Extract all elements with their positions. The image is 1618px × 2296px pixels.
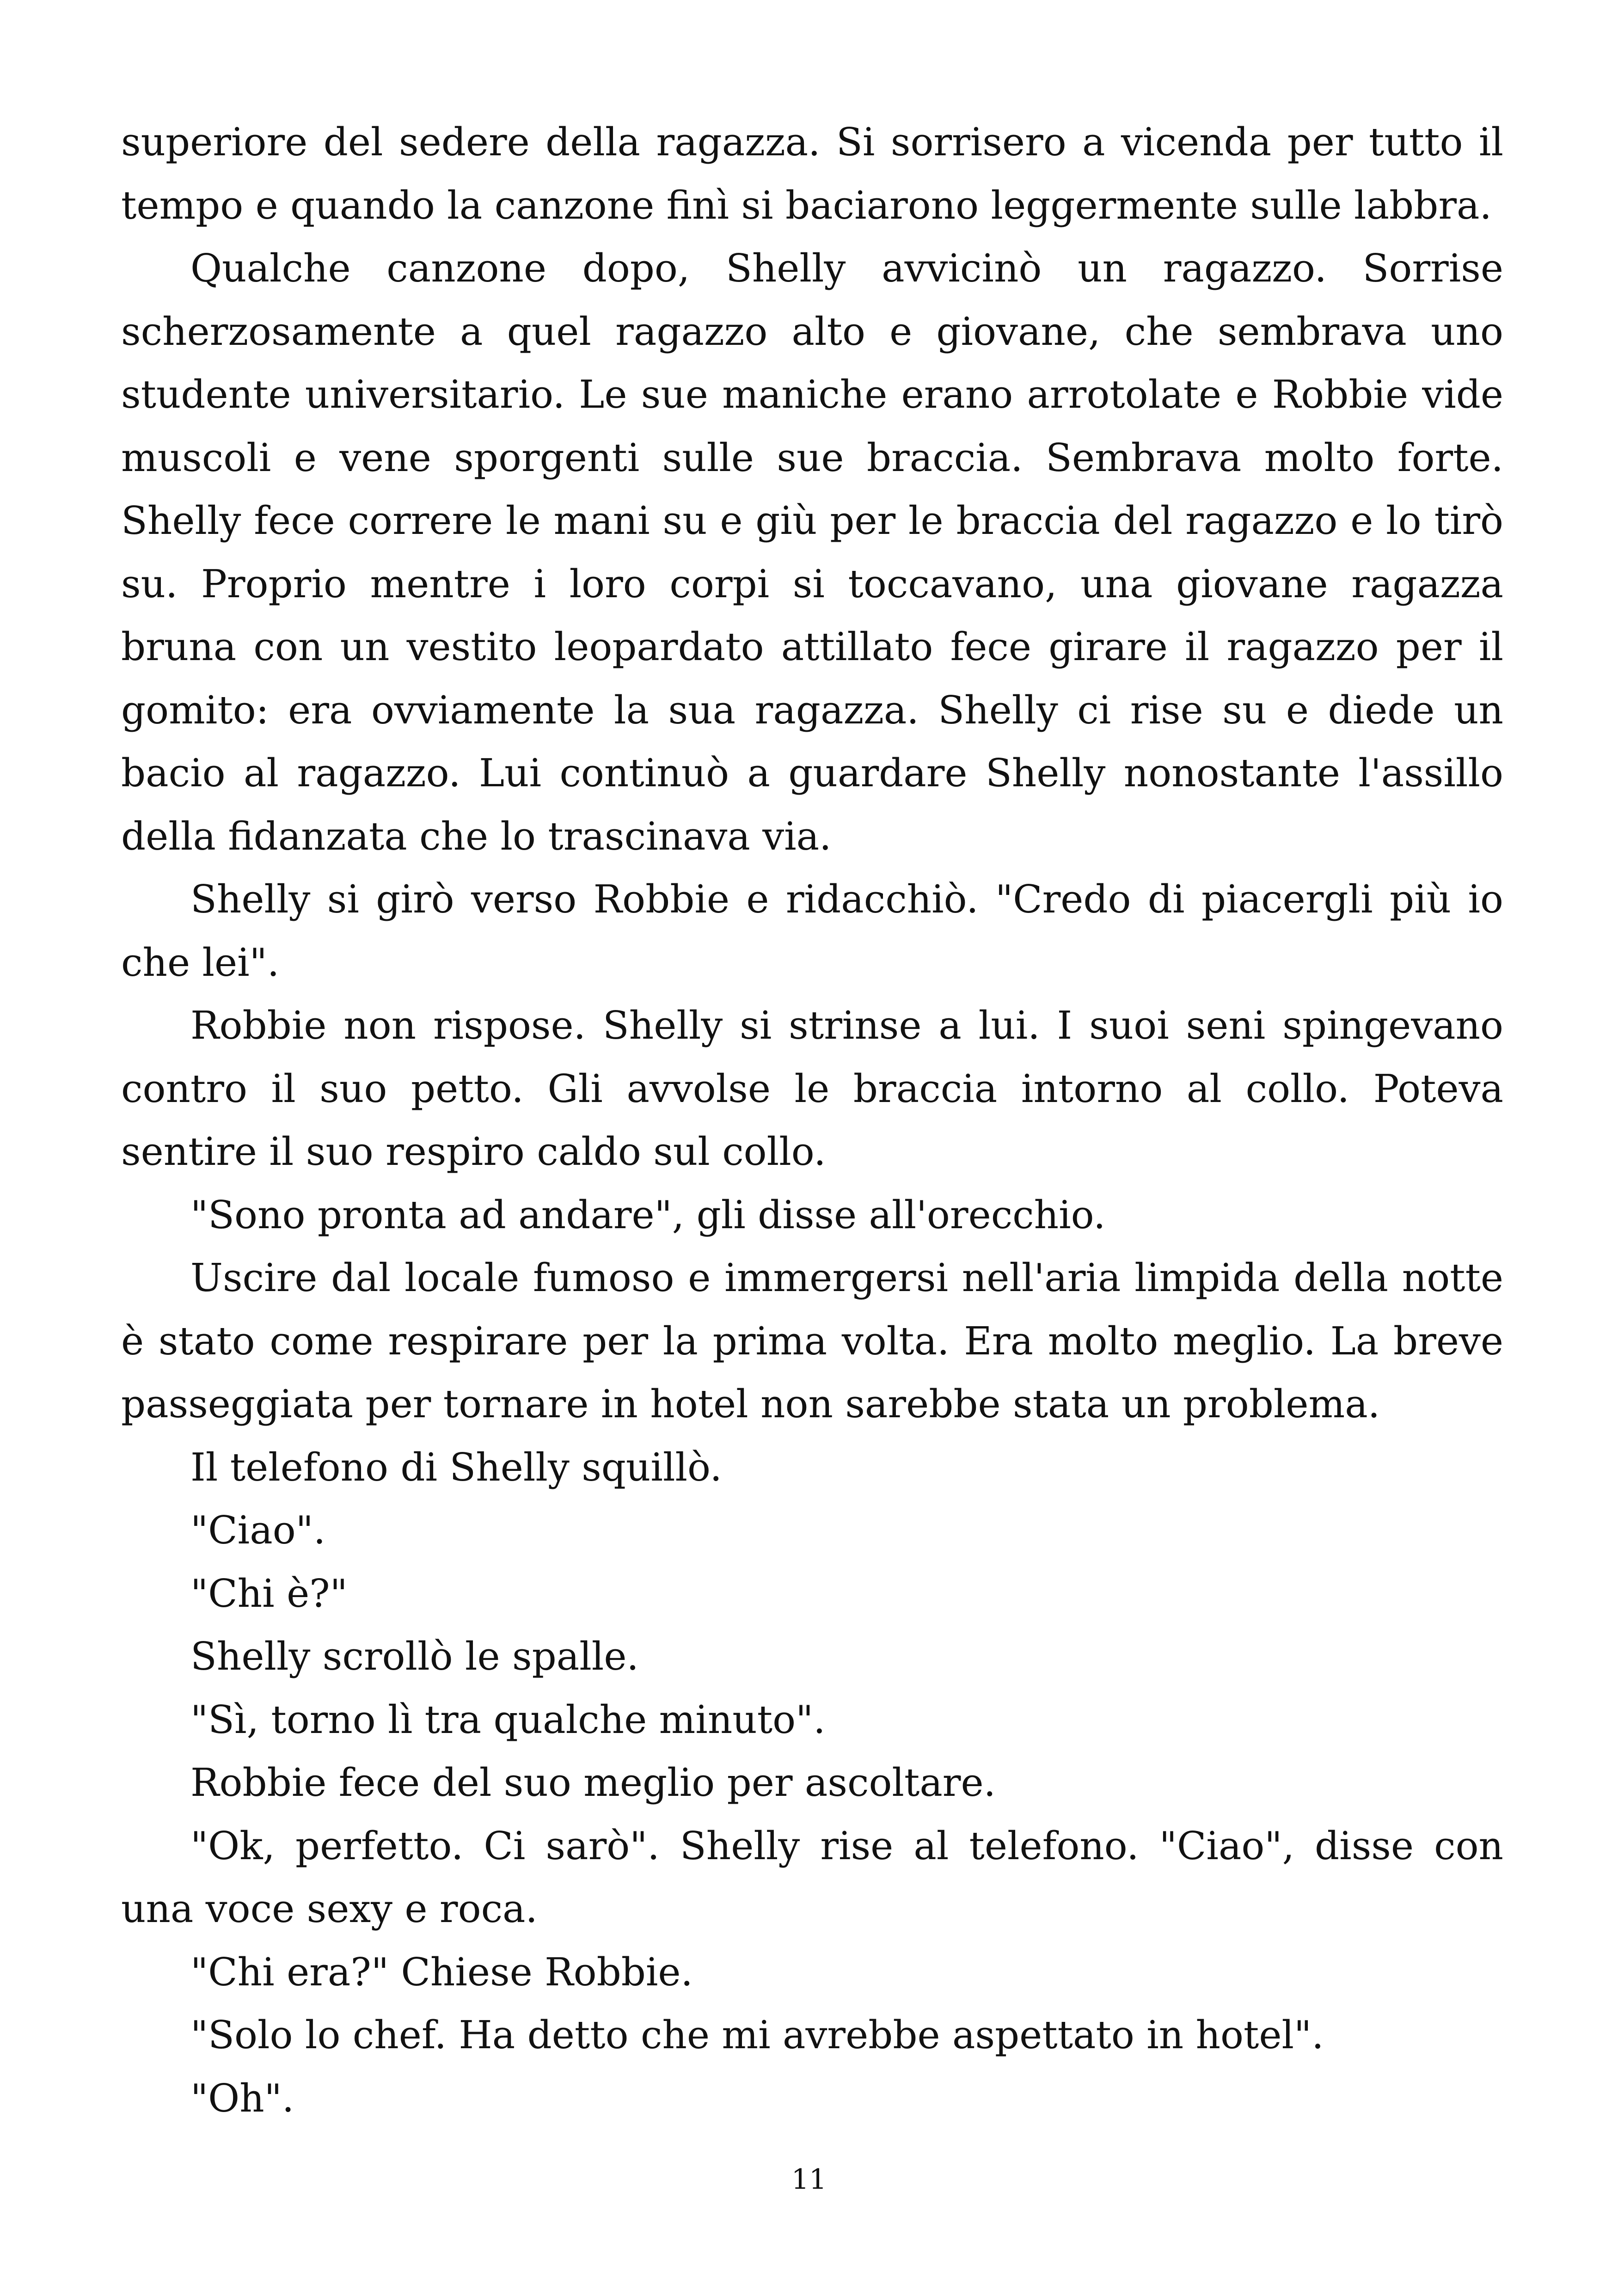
paragraph: "Solo lo chef. Ha detto che mi avrebbe aspettato in hotel".: [190, 2013, 1324, 2057]
paragraph: Uscire dal locale fumoso e immergersi nell'aria limpida della notte è stato come respirare per la prima volta. Era molto meglio. La breve passeggiata per tornare in hotel non sarebbe stata un problema.: [121, 1255, 1503, 1427]
paragraph: Il telefono di Shelly squillò.: [190, 1445, 722, 1490]
paragraph: "Sì, torno lì tra qualche minuto".: [190, 1697, 826, 1742]
paragraph: "Chi era?" Chiese Robbie.: [190, 1949, 693, 1995]
paragraph: Shelly si girò verso Robbie e ridacchiò. "Credo di piacergli più io che lei".: [121, 877, 1503, 985]
paragraph: "Ok, perfetto. Ci sarò". Shelly rise al telefono. "Ciao", disse con una voce sexy e roca.: [121, 1823, 1503, 1931]
paragraph: Robbie non rispose. Shelly si strinse a lui. I suoi seni spingevano contro il suo petto. Gli avvolse le braccia intorno al collo. Poteva sentire il suo respiro caldo sul collo.: [121, 1003, 1503, 1174]
page-number: 11: [791, 2163, 827, 2196]
paragraph: "Chi è?": [190, 1571, 348, 1616]
paragraph: "Oh".: [190, 2076, 294, 2121]
paragraph: Shelly scrollò le spalle.: [190, 1634, 639, 1679]
paragraph: Robbie fece del suo meglio per ascoltare.: [190, 1760, 996, 1805]
paragraph: "Sono pronta ad andare", gli disse all'orecchio.: [190, 1192, 1106, 1237]
paragraph: Qualche canzone dopo, Shelly avvicinò un ragazzo. Sorrise scherzosamente a quel ragazzo alto e giovane, che sembrava uno studente universitario. Le sue maniche erano arrotolate e Robbie vide muscoli e vene sporgenti sulle sue braccia. Sembrava molto forte. Shelly fece correre le mani su e giù per le braccia del ragazzo e lo tirò su. Proprio mentre i loro corpi si toccavano, una giovane ragazza bruna con un vestito leopardato attillato fece girare il ragazzo per il gomito: era ovviamente la sua ragazza. Shelly ci rise su e diede un bacio al ragazzo. Lui continuò a guardare Shelly nonostante l'assillo della fidanzata che lo trascinava via.: [121, 246, 1503, 859]
paragraph-continued: superiore del sedere della ragazza. Si sorrisero a vicenda per tutto il tempo e quando la canzone finì si baciarono leggermente sulle labbra.: [121, 120, 1503, 228]
page-body: [121, 111, 1503, 2130]
paragraph: "Ciao".: [190, 1508, 326, 1553]
